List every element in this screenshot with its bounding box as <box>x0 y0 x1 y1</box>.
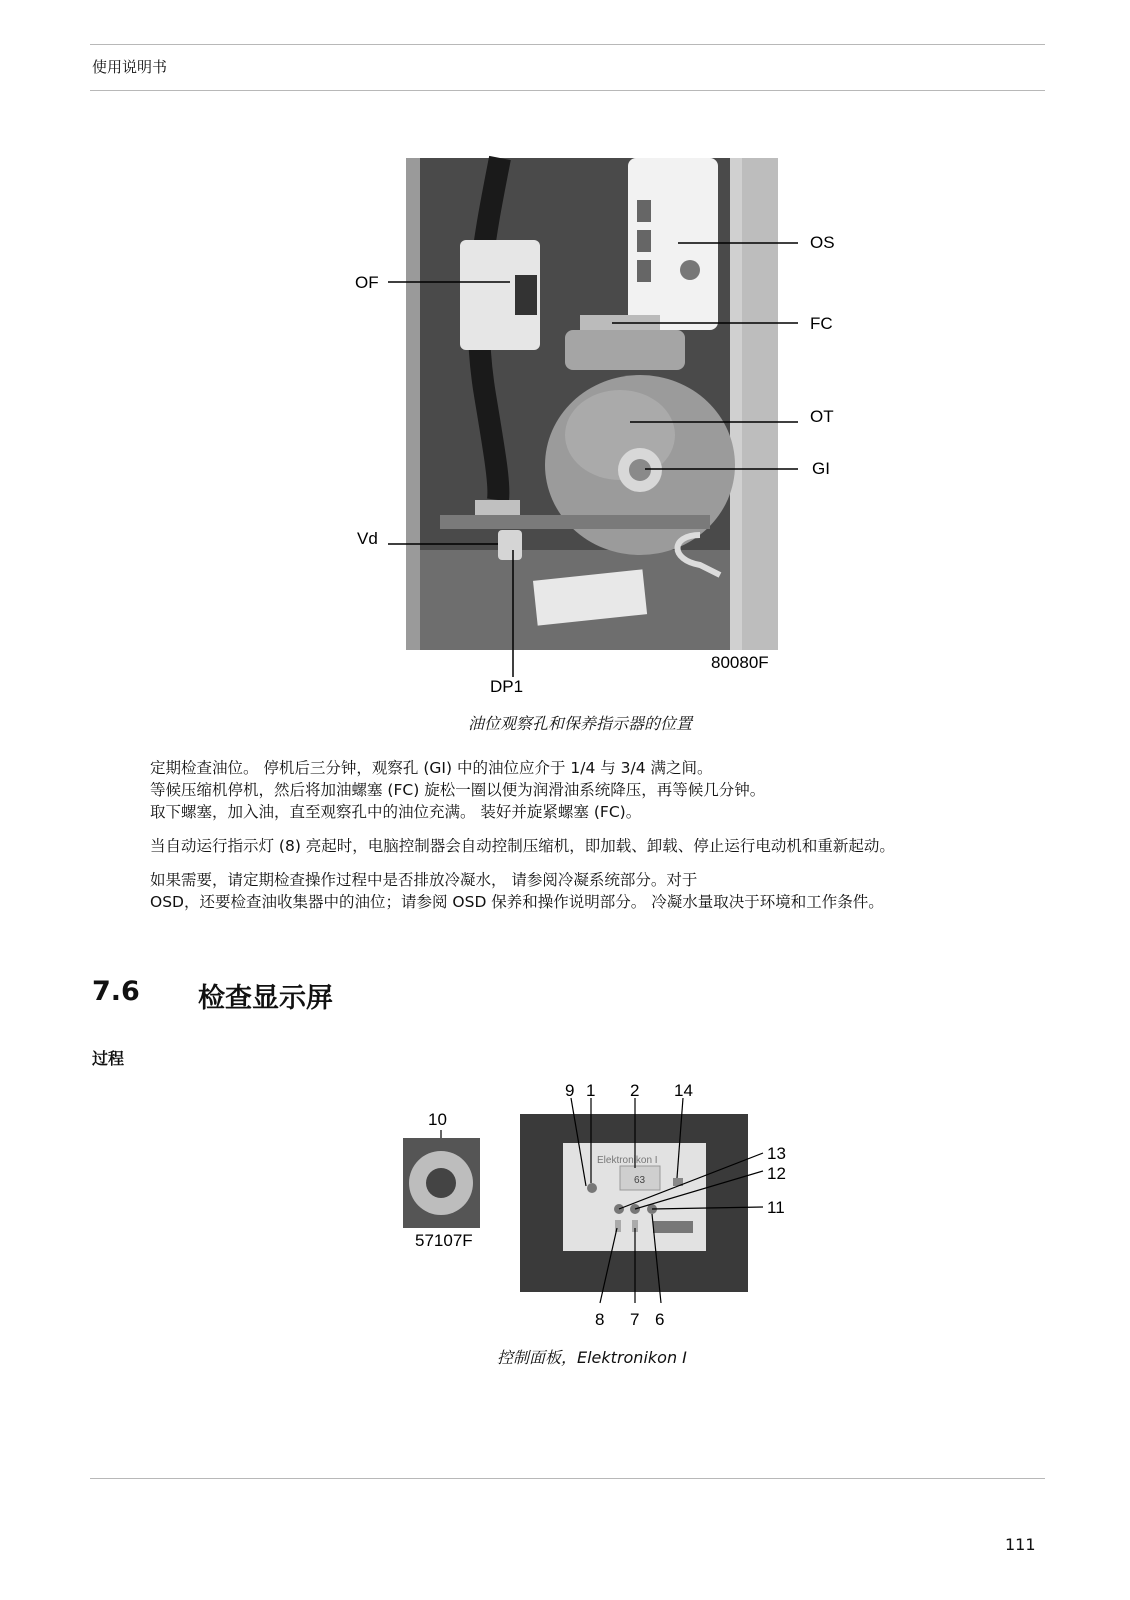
header-top-rule <box>90 44 1045 45</box>
figure2-caption: 控制面板，Elektronikon I <box>497 1348 687 1367</box>
manual-title: 使用说明书 <box>92 58 168 76</box>
label-of: OF <box>355 273 379 292</box>
header-bottom-rule <box>90 90 1045 91</box>
label-gi: GI <box>812 459 830 478</box>
page-number: 111 <box>1005 1535 1036 1554</box>
label-fc: FC <box>810 314 833 333</box>
label-9: 9 <box>565 1081 575 1100</box>
label-7: 7 <box>630 1310 640 1329</box>
label-10: 10 <box>428 1110 447 1129</box>
section-number: 7.6 <box>92 976 140 1007</box>
paragraph-oil-level-3: 取下螺塞，加入油，直至观察孔中的油位充满。 装好并旋紧螺塞 (FC)。 <box>150 803 642 821</box>
section-title: 检查显示屏 <box>198 983 333 1014</box>
figure-code: 80080F <box>711 653 769 672</box>
label-os: OS <box>810 233 835 252</box>
label-dp1: DP1 <box>490 677 524 696</box>
manifold <box>565 330 685 370</box>
compressor-photo-figure <box>350 155 840 700</box>
label-11: 11 <box>767 1198 785 1217</box>
label-8: 8 <box>595 1310 605 1329</box>
footer-rule <box>90 1478 1045 1479</box>
label-vd: Vd <box>357 529 378 548</box>
base-rail <box>440 515 710 529</box>
display-value: 63 <box>634 1175 646 1186</box>
frame-left <box>406 158 420 650</box>
label-6: 6 <box>655 1310 665 1329</box>
label-13: 13 <box>767 1144 786 1163</box>
label-14: 14 <box>674 1081 693 1100</box>
paragraph-condensate-2: OSD，还要检查油收集器中的油位；请参阅 OSD 保养和操作说明部分。 冷凝水量取决于环境和工作条件。 <box>150 893 884 911</box>
paragraph-oil-level-2: 等候压缩机停机，然后将加油螺塞 (FC) 旋松一圈以便为润滑油系统降压，再等候几分钟。 <box>150 781 766 799</box>
led-9 <box>587 1183 597 1193</box>
inset-code: 57107F <box>415 1231 473 1250</box>
label-1: 1 <box>586 1081 596 1100</box>
paragraph-oil-level-1: 定期检查油位。 停机后三分钟，观察孔 (GI) 中的油位应介于 1/4 与 3/4 满之间。 <box>150 759 713 777</box>
label-12: 12 <box>767 1164 786 1183</box>
label-ot: OT <box>810 407 834 426</box>
brand-logo <box>653 1221 693 1233</box>
figure1-caption: 油位观察孔和保养指示器的位置 <box>468 714 693 733</box>
control-panel-figure <box>395 1078 815 1338</box>
panel-brand: Elektronikon I <box>597 1155 658 1166</box>
procedure-heading: 过程 <box>92 1049 125 1068</box>
label-2: 2 <box>630 1081 640 1100</box>
paragraph-condensate-1: 如果需要，请定期检查操作过程中是否排放冷凝水， 请参阅冷凝系统部分。对于 <box>150 871 698 889</box>
paragraph-auto-run: 当自动运行指示灯 (8) 亮起时，电脑控制器会自动控制压缩机，即加载、卸载、停止运行电动机和重新起动。 <box>150 837 895 855</box>
